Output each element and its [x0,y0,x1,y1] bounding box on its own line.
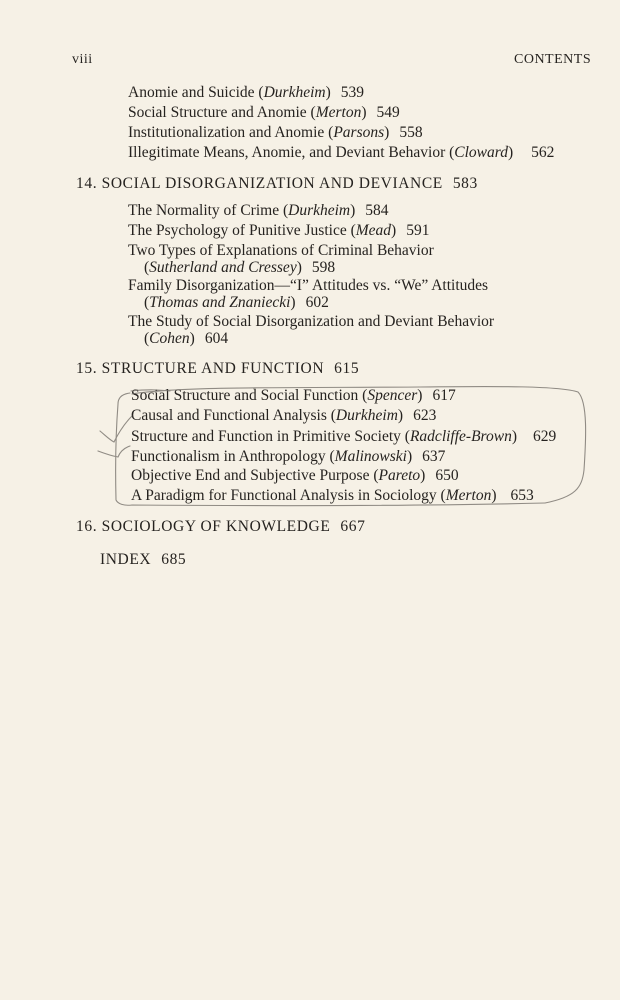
toc-entry-continued: (Sutherland and Cressey) 598 [144,259,336,276]
toc-entry: Social Structure and Social Function (Spencer) 617 [131,387,456,404]
toc-entry-continued: (Cohen) 604 [144,330,229,347]
chapter-heading: 14. SOCIAL DISORGANIZATION AND DEVIANCE 583 [76,175,478,192]
toc-entry: The Study of Social Disorganization and Deviant Behavior [128,313,495,330]
toc-entry: Illegitimate Means, Anomie, and Deviant Behavior (Cloward) 562 [128,144,555,161]
running-title: CONTENTS [514,52,592,67]
toc-entry: The Normality of Crime (Durkheim) 584 [128,202,389,219]
toc-entry: Social Structure and Anomie (Merton) 549 [128,104,400,121]
toc-entry-continued: (Thomas and Znaniecki) 602 [144,294,329,311]
toc-entry: Causal and Functional Analysis (Durkheim) 623 [131,407,437,424]
page-folio: viii [72,52,93,67]
toc-entry: The Psychology of Punitive Justice (Mead) 591 [128,222,430,239]
toc-entry: Family Disorganization—“I” Attitudes vs. “We” Attitudes [128,277,489,294]
toc-entry: A Paradigm for Functional Analysis in Sociology (Merton) 653 [131,487,534,504]
index-heading: INDEX 685 [100,551,187,568]
toc-entry: Institutionalization and Anomie (Parsons) 558 [128,124,423,141]
chapter-heading: 15. STRUCTURE AND FUNCTION 615 [76,360,360,377]
toc-entry: Two Types of Explanations of Criminal Behavior [128,242,434,259]
toc-entry: Functionalism in Anthropology (Malinowski) 637 [131,448,446,465]
toc-entry: Anomie and Suicide (Durkheim) 539 [128,84,365,101]
toc-entry: Objective End and Subjective Purpose (Pareto) 650 [131,467,459,484]
toc-entry: Structure and Function in Primitive Society (Radcliffe-Brown) 629 [131,428,557,445]
chapter-heading: 16. SOCIOLOGY OF KNOWLEDGE 667 [76,518,366,535]
